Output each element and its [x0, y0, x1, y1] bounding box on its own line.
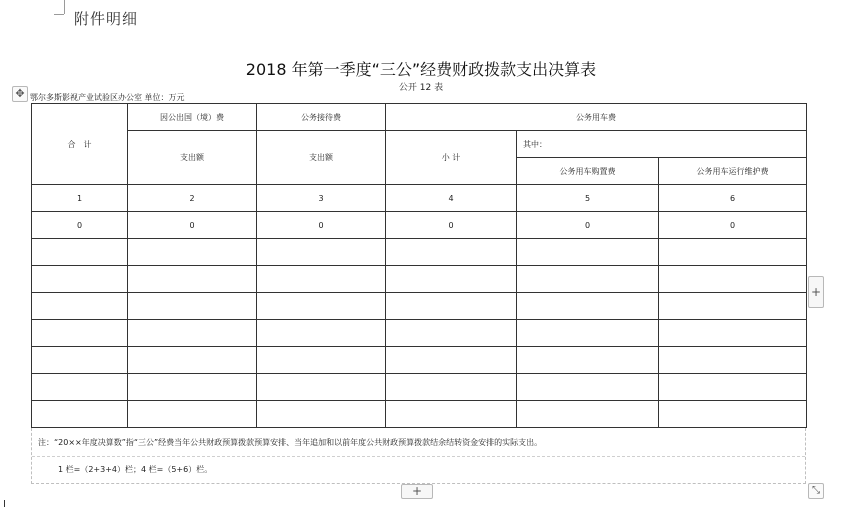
empty-cell[interactable]	[386, 266, 517, 293]
empty-cell[interactable]	[32, 293, 128, 320]
three-public-expenses-table	[31, 103, 807, 428]
header-travel-expenditure[interactable]: 支出额	[128, 131, 257, 185]
empty-cell[interactable]	[517, 347, 659, 374]
empty-cell[interactable]	[128, 374, 257, 401]
add-row-button[interactable]: +	[401, 484, 433, 499]
empty-cell[interactable]	[32, 320, 128, 347]
column-number[interactable]: 5	[517, 185, 659, 212]
empty-cell[interactable]	[32, 401, 128, 428]
header-of-which[interactable]: 其中：	[517, 131, 807, 158]
empty-cell[interactable]	[257, 347, 386, 374]
text-cursor	[4, 500, 5, 507]
empty-cell[interactable]	[386, 239, 517, 266]
value-cell[interactable]: 0	[386, 212, 517, 239]
add-column-button[interactable]: +	[808, 276, 824, 308]
column-number[interactable]: 4	[386, 185, 517, 212]
unit-line: 鄂尔多斯影视产业试验区办公室 单位：万元	[30, 93, 185, 102]
empty-cell[interactable]	[32, 347, 128, 374]
note-definition[interactable]: 注：“20××年度决算数”指“三公”经费当年公共财政预算拨款预算安排、当年追加和以前年度公共财政预算拨款结余结转资金安排的实际支出。	[38, 438, 543, 447]
value-cell[interactable]: 0	[517, 212, 659, 239]
empty-cell[interactable]	[659, 374, 807, 401]
table-subtitle: 公开 12 表	[398, 83, 444, 93]
empty-row	[32, 347, 807, 374]
empty-cell[interactable]	[128, 293, 257, 320]
empty-cell[interactable]	[257, 266, 386, 293]
empty-cell[interactable]	[659, 266, 807, 293]
column-number[interactable]: 2	[128, 185, 257, 212]
empty-cell[interactable]	[386, 374, 517, 401]
empty-cell[interactable]	[386, 347, 517, 374]
header-total[interactable]: 合 计	[32, 104, 128, 185]
column-number[interactable]: 1	[32, 185, 128, 212]
column-number[interactable]: 6	[659, 185, 807, 212]
empty-cell[interactable]	[517, 293, 659, 320]
empty-cell[interactable]	[32, 266, 128, 293]
empty-cell[interactable]	[659, 320, 807, 347]
attachment-title: 附件明细	[74, 10, 139, 28]
page-corner-mark	[64, 0, 65, 14]
empty-cell[interactable]	[517, 320, 659, 347]
table-move-handle[interactable]: ✥	[12, 86, 28, 102]
empty-cell[interactable]	[517, 401, 659, 428]
page-corner-mark	[54, 14, 64, 15]
empty-cell[interactable]	[257, 374, 386, 401]
empty-cell[interactable]	[32, 374, 128, 401]
empty-cell[interactable]	[128, 401, 257, 428]
value-cell[interactable]: 0	[659, 212, 807, 239]
empty-cell[interactable]	[128, 266, 257, 293]
value-cell[interactable]: 0	[128, 212, 257, 239]
note-separator	[32, 456, 805, 457]
value-cell[interactable]: 0	[257, 212, 386, 239]
header-vehicle-maintenance[interactable]: 公务用车运行维护费	[659, 158, 807, 185]
header-reception-expenditure[interactable]: 支出额	[257, 131, 386, 185]
empty-cell[interactable]	[257, 239, 386, 266]
empty-row	[32, 239, 807, 266]
empty-cell[interactable]	[386, 401, 517, 428]
empty-row	[32, 320, 807, 347]
value-cell[interactable]: 0	[32, 212, 128, 239]
empty-cell[interactable]	[32, 239, 128, 266]
empty-cell[interactable]	[257, 320, 386, 347]
header-reception[interactable]: 公务接待费	[257, 104, 386, 131]
value-row	[32, 212, 807, 239]
notes-box	[31, 428, 806, 484]
empty-cell[interactable]	[517, 266, 659, 293]
column-number-row	[32, 185, 807, 212]
header-vehicle-purchase[interactable]: 公务用车购置费	[517, 158, 659, 185]
empty-cell[interactable]	[128, 239, 257, 266]
empty-row	[32, 293, 807, 320]
empty-cell[interactable]	[659, 347, 807, 374]
empty-cell[interactable]	[386, 293, 517, 320]
empty-row	[32, 374, 807, 401]
empty-cell[interactable]	[517, 374, 659, 401]
table-title: 2018 年第一季度“三公”经费财政拨款支出决算表	[245, 60, 597, 79]
header-vehicle[interactable]: 公务用车费	[386, 104, 807, 131]
empty-cell[interactable]	[257, 401, 386, 428]
empty-row	[32, 401, 807, 428]
header-travel-abroad[interactable]: 因公出国（境）费	[128, 104, 257, 131]
empty-cell[interactable]	[659, 293, 807, 320]
header-vehicle-subtotal[interactable]: 小 计	[386, 131, 517, 185]
empty-row	[32, 266, 807, 293]
table-resize-handle[interactable]: ⤡	[808, 483, 824, 499]
column-number[interactable]: 3	[257, 185, 386, 212]
empty-cell[interactable]	[386, 320, 517, 347]
empty-cell[interactable]	[659, 401, 807, 428]
empty-cell[interactable]	[659, 239, 807, 266]
note-formula[interactable]: 1 栏=（2+3+4）栏；4 栏=（5+6）栏。	[58, 465, 213, 474]
empty-cell[interactable]	[257, 293, 386, 320]
empty-cell[interactable]	[128, 347, 257, 374]
empty-cell[interactable]	[517, 239, 659, 266]
empty-cell[interactable]	[128, 320, 257, 347]
